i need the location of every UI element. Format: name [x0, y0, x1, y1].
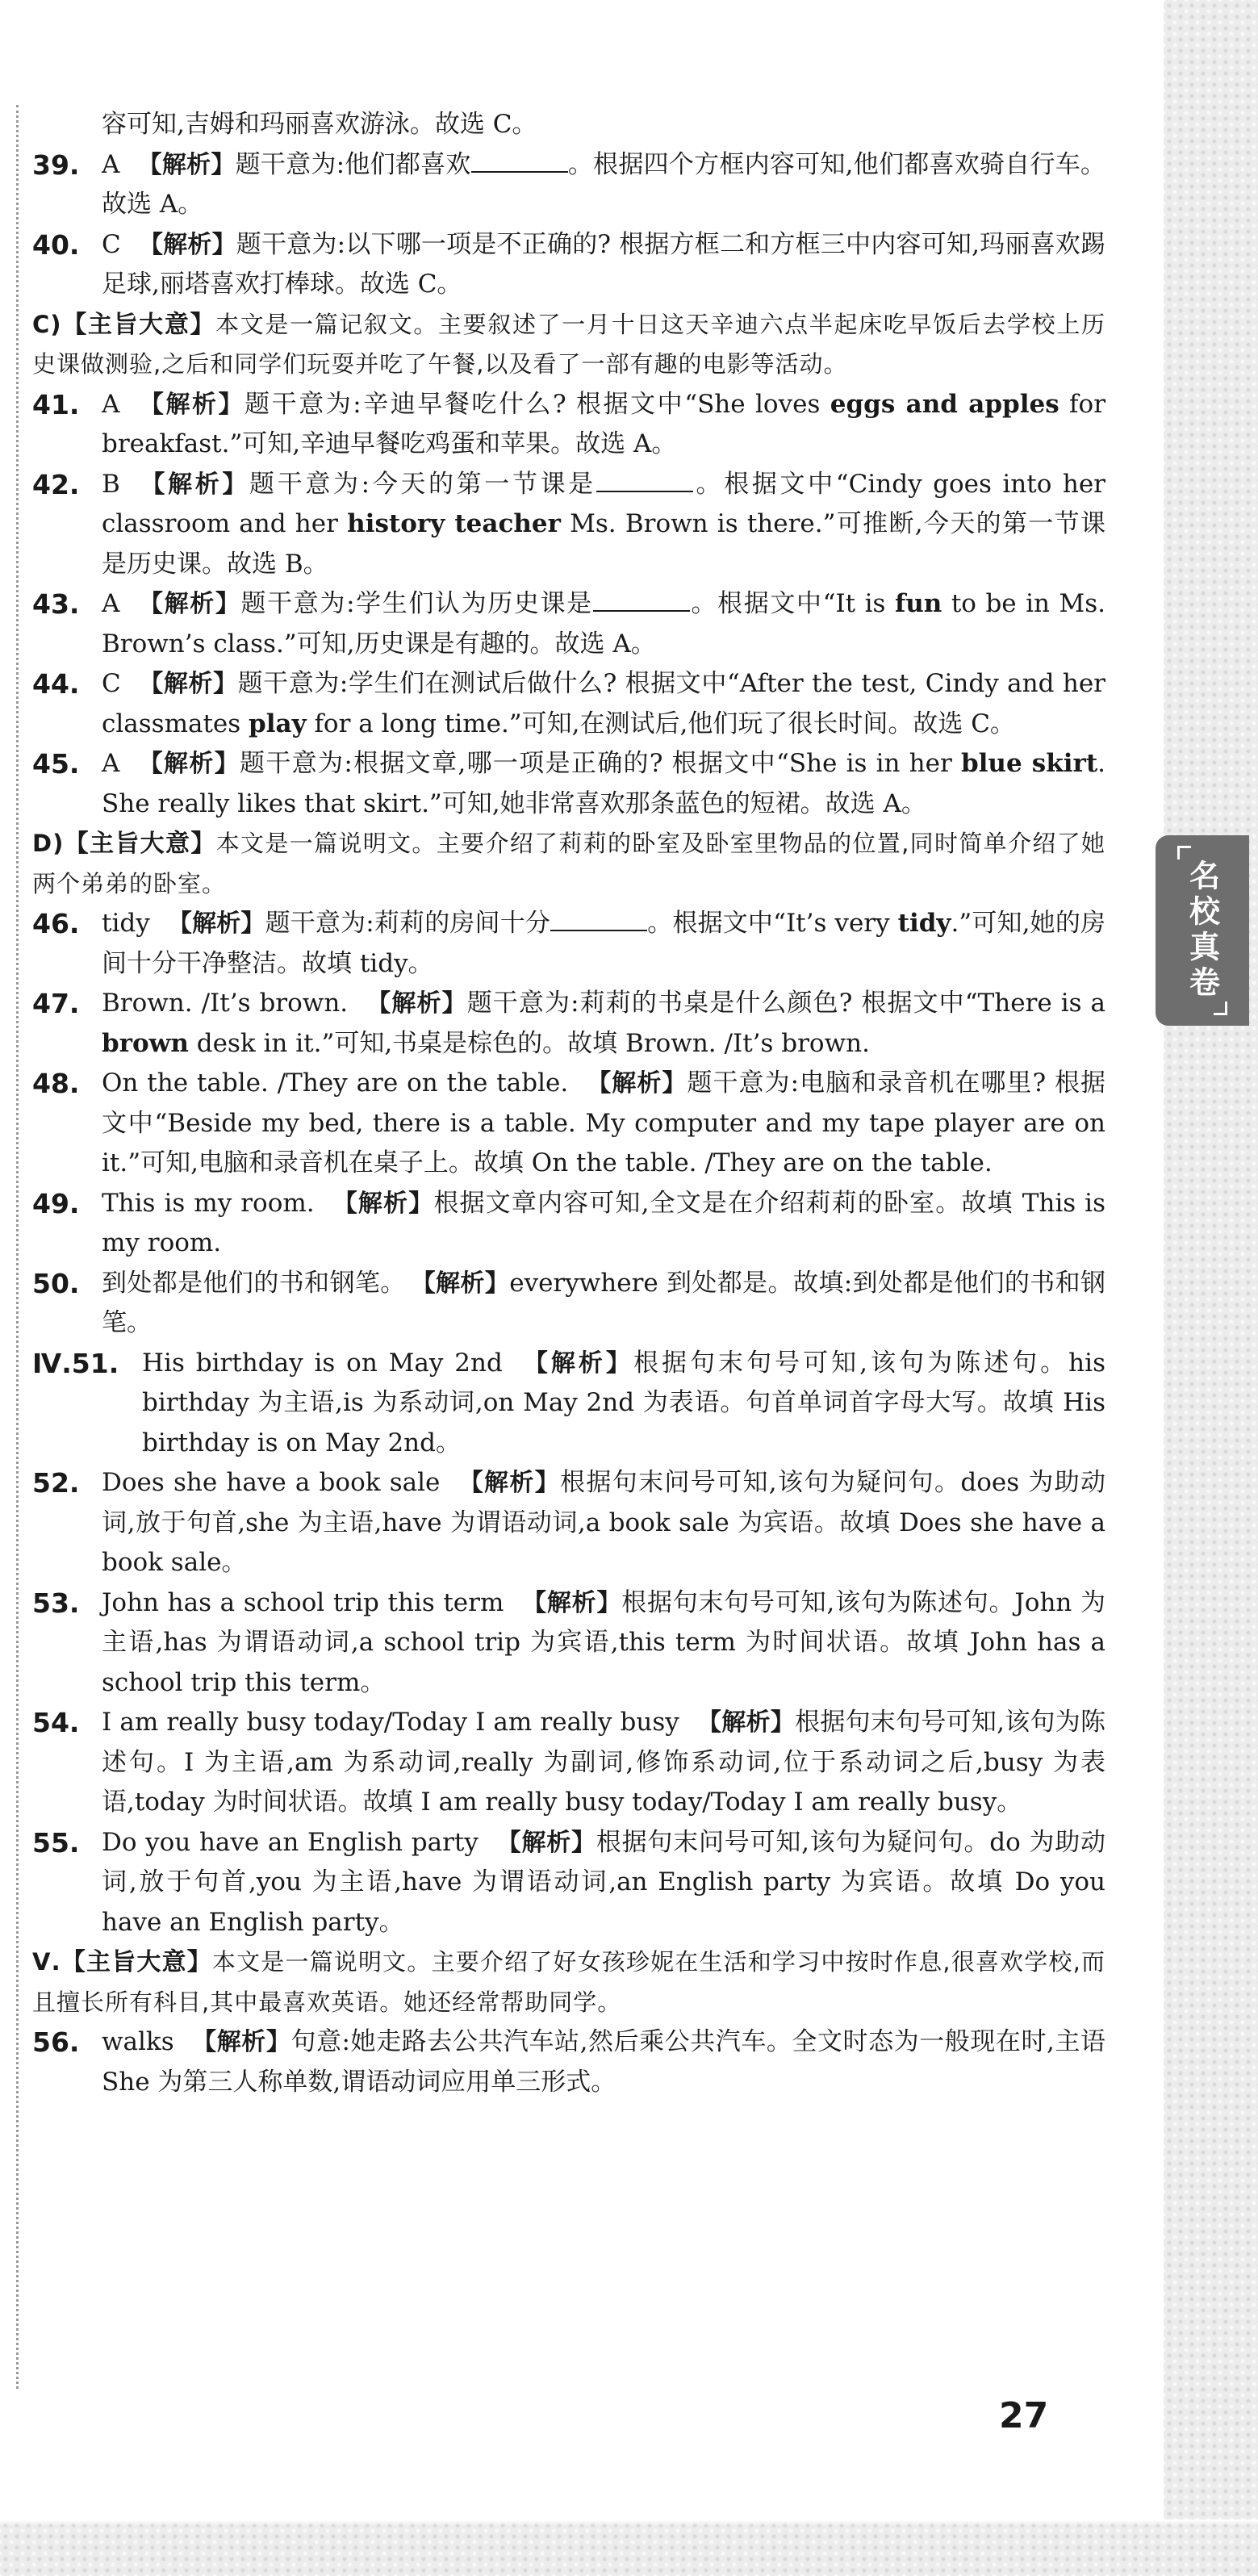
question-number: 56.: [32, 2026, 80, 2058]
side-tab: [1156, 835, 1249, 1026]
question-number: 46.: [32, 908, 80, 939]
answer-key-content: [32, 105, 1105, 2102]
answer-entry: [32, 744, 1105, 824]
analysis-tag: 【解析】: [137, 150, 236, 179]
margin-decoration: [1164, 0, 1258, 2576]
summary-text: 本文是一篇说明文。主要介绍了好女孩珍妮在生活和学习中按时作息,很喜欢学校,而且擅长所有科目,其中最喜欢英语。她还经常帮助同学。: [32, 1948, 1105, 2016]
analysis-text: 根据句末句号可知,该句为陈述句。his birthday 为主语,is 为系动词,on May 2nd 为表语。句首单词首字母大写。故填 His birthday is on May 2nd。: [142, 1348, 1105, 1457]
analysis-text: 根据句末问号可知,该句为疑问句。does 为助动词,放于句首,she 为主语,have 为谓语动词,a book sale 为宾语。故填 Does she have a book sale。: [102, 1468, 1105, 1577]
analysis-text: everywhere 到处都是。故填:到处都是他们的书和钢笔。: [102, 1268, 1106, 1337]
answer-value: Brown. /It’s brown.: [102, 989, 349, 1018]
answer-value: This is my room.: [102, 1188, 315, 1218]
question-number: 50.: [32, 1267, 80, 1299]
question-number: 42.: [32, 468, 80, 500]
answer-entry: [32, 904, 1105, 984]
analysis-tag: 【解析】: [137, 390, 245, 419]
analysis-tag: 【解析】: [520, 1349, 633, 1378]
question-number: 53.: [32, 1587, 80, 1619]
analysis-text: 题干意为:今天的第一节课是 。根据文中“Cindy goes into her classroom and her history teacher Ms. Brown is there.”可推断,今天的第一节课是历史课。故选 B。: [102, 470, 1105, 579]
summary-text: 本文是一篇说明文。主要介绍了莉莉的卧室及卧室里物品的位置,同时简单介绍了她两个弟弟的卧室。: [32, 830, 1105, 897]
analysis-tag: 【解析】: [586, 1069, 688, 1098]
analysis-text: 题干意为:电脑和录音机在哪里? 根据文中“Beside my bed, there is a table. My computer and my tape player are on it.”可知,电脑和录音机在桌子上。故填 On the table. /They are on the table.: [102, 1068, 1105, 1177]
answer-value: A: [102, 149, 120, 179]
answer-entry: [32, 145, 1105, 225]
analysis-tag: 【解析】: [138, 670, 238, 698]
question-number: 41.: [32, 388, 80, 420]
analysis-tag: 【解析】: [521, 1588, 622, 1617]
section-summary: [32, 1942, 1105, 2022]
question-number: 43.: [32, 588, 80, 620]
answer-entry: [32, 1184, 1105, 1264]
answer-entry: [32, 1064, 1105, 1184]
section-label: Ⅴ.: [32, 1948, 61, 1976]
bottom-decoration: [0, 2520, 1258, 2576]
analysis-text: 句意:她走路去公共汽车站,然后乘公共汽车。全文时态为一般现在时,主语 She 为第三人称单数,谓语动词应用单三形式。: [102, 2027, 1105, 2097]
question-number: 47.: [32, 988, 80, 1019]
dotted-margin-rule: [16, 105, 19, 2389]
answer-entry: [32, 664, 1105, 744]
analysis-text: 题干意为:莉莉的书桌是什么颜色? 根据文中“There is a brown desk in it.”可知,书桌是棕色的。故填 Brown. /It’s brown.: [102, 989, 1106, 1058]
answer-entry: [32, 1463, 1105, 1583]
answer-value: Do you have an English party: [102, 1827, 479, 1857]
question-number: 45.: [32, 748, 80, 780]
section-summary: [32, 824, 1105, 904]
answer-value: A: [102, 749, 120, 778]
analysis-text: 题干意为:学生们认为历史课是 。根据文中“It is fun to be in Ms. Brown’s class.”可知,历史课是有趣的。故选 A。: [102, 589, 1105, 659]
answer-value: walks: [102, 2027, 174, 2056]
answer-value: B: [102, 469, 120, 499]
analysis-text: 题干意为:以下哪一项是不正确的? 根据方框二和方框三中内容可知,玛丽喜欢踢足球,丽塔喜欢打棒球。故选 C。: [102, 229, 1105, 299]
corner-bracket-icon: [1214, 1002, 1227, 1015]
summary-tag: 【主旨大意】: [64, 830, 216, 858]
section-label: C): [32, 310, 62, 338]
answer-value: Does she have a book sale: [102, 1468, 441, 1497]
analysis-tag: 【解析】: [696, 1708, 796, 1737]
answer-entry: [32, 1703, 1105, 1823]
answer-entry: [32, 385, 1105, 465]
question-number: 52.: [32, 1467, 80, 1499]
analysis-tag: 【解析】: [423, 1269, 510, 1298]
analysis-tag: 【解析】: [332, 1189, 434, 1218]
analysis-tag: 【解析】: [458, 1469, 561, 1497]
summary-tag: 【主旨大意】: [61, 310, 216, 339]
summary-tag: 【主旨大意】: [61, 1948, 212, 1976]
question-number: 39.: [32, 148, 80, 181]
analysis-tag: 【解析】: [366, 989, 467, 1018]
analysis-text: 题干意为:莉莉的房间十分 。根据文中“It’s very tidy.”可知,她的房间十分干净整洁。故填 tidy。: [102, 909, 1105, 978]
answer-value: I am really busy today/Today I am really busy: [102, 1708, 679, 1737]
answer-entry: [32, 465, 1105, 585]
analysis-tag: 【解析】: [138, 230, 236, 259]
analysis-text: 题干意为:辛迪早餐吃什么? 根据文中“She loves eggs and apples for breakfast.”可知,辛迪早餐吃鸡蛋和苹果。故选 A。: [102, 389, 1106, 458]
analysis-text: 题干意为:根据文章,哪一项是正确的? 根据文中“She is in her blue skirt. She really likes that skirt.”可知,她非常喜欢那条蓝色的短裙。故选 A。: [102, 749, 1106, 818]
analysis-tag: 【解析】: [137, 590, 241, 618]
corner-bracket-icon: [1177, 846, 1191, 859]
answer-entry: [32, 225, 1105, 305]
analysis-text: 根据文章内容可知,全文是在介绍莉莉的卧室。故填 This is my room.: [102, 1188, 1105, 1257]
answer-value: C: [102, 229, 121, 259]
answer-value: C: [102, 669, 121, 698]
question-number: 49.: [32, 1187, 80, 1219]
answer-entry: [32, 1823, 1105, 1943]
question-number: 54.: [32, 1707, 80, 1738]
analysis-tag: 【解析】: [495, 1828, 596, 1857]
answer-value: 到处都是他们的书和钢笔。: [102, 1268, 406, 1298]
answer-value: John has a school trip this term: [102, 1587, 504, 1617]
answer-value: His birthday is on May 2nd: [142, 1348, 503, 1378]
question-number: Ⅳ.51.: [32, 1347, 119, 1379]
section-summary: [32, 305, 1105, 385]
page-number: 27: [999, 2395, 1049, 2436]
analysis-text: 题干意为:他们都喜欢 。根据四个方框内容可知,他们都喜欢骑自行车。故选 A。: [102, 150, 1105, 220]
section-label: D): [32, 830, 65, 857]
continued-text: 容可知,吉姆和玛丽喜欢游泳。故选 C。: [102, 110, 537, 139]
side-tab-label: 名校真卷: [1184, 859, 1220, 1002]
answer-value: A: [102, 389, 120, 419]
answer-value: On the table. /They are on the table.: [102, 1068, 569, 1098]
answer-entry: [32, 1583, 1105, 1704]
analysis-text: 题干意为:学生们在测试后做什么? 根据文中“After the test, Cindy and her classmates play for a long time.”可知,在测试后,他们玩了很长时间。故选 C。: [102, 669, 1105, 738]
answer-value: A: [102, 589, 120, 618]
answer-entry: [32, 984, 1105, 1064]
question-number: 48.: [32, 1068, 80, 1099]
analysis-tag: 【解析】: [167, 910, 265, 938]
summary-text: 本文是一篇记叙文。主要叙述了一月十日这天辛迪六点半起床吃早饭后去学校上历史课做测验,之后和同学们玩耍并吃了午餐,以及看了一部有趣的电影等活动。: [32, 310, 1105, 378]
analysis-tag: 【解析】: [137, 750, 240, 778]
answer-entry: [32, 1264, 1105, 1344]
question-number: 55.: [32, 1826, 80, 1859]
analysis-tag: 【解析】: [191, 2028, 291, 2056]
answer-entry: [32, 1344, 1105, 1464]
analysis-tag: 【解析】: [137, 470, 250, 499]
question-number: 44.: [32, 668, 80, 700]
analysis-text: 根据句末问号可知,该句为疑问句。do 为助动词,放于句首,you 为主语,have 为谓语动词,an English party 为宾语。故填 Do you have an English party。: [102, 1827, 1105, 1937]
answer-entry: [32, 584, 1105, 664]
analysis-text: 根据句末句号可知,该句为陈述句。I 为主语,am 为系动词,really 为副词,修饰系动词,位于系动词之后,busy 为表语,today 为时间状语。故填 I am really busy today/Today I am really busy。: [102, 1708, 1106, 1817]
answer-value: tidy: [102, 909, 150, 938]
question-number: 40.: [32, 228, 80, 261]
analysis-text: 根据句末句号可知,该句为陈述句。John 为主语,has 为谓语动词,a school trip 为宾语,this term 为时间状语。故填 John has a school trip this term。: [102, 1587, 1106, 1697]
answer-entry: [32, 2022, 1105, 2102]
